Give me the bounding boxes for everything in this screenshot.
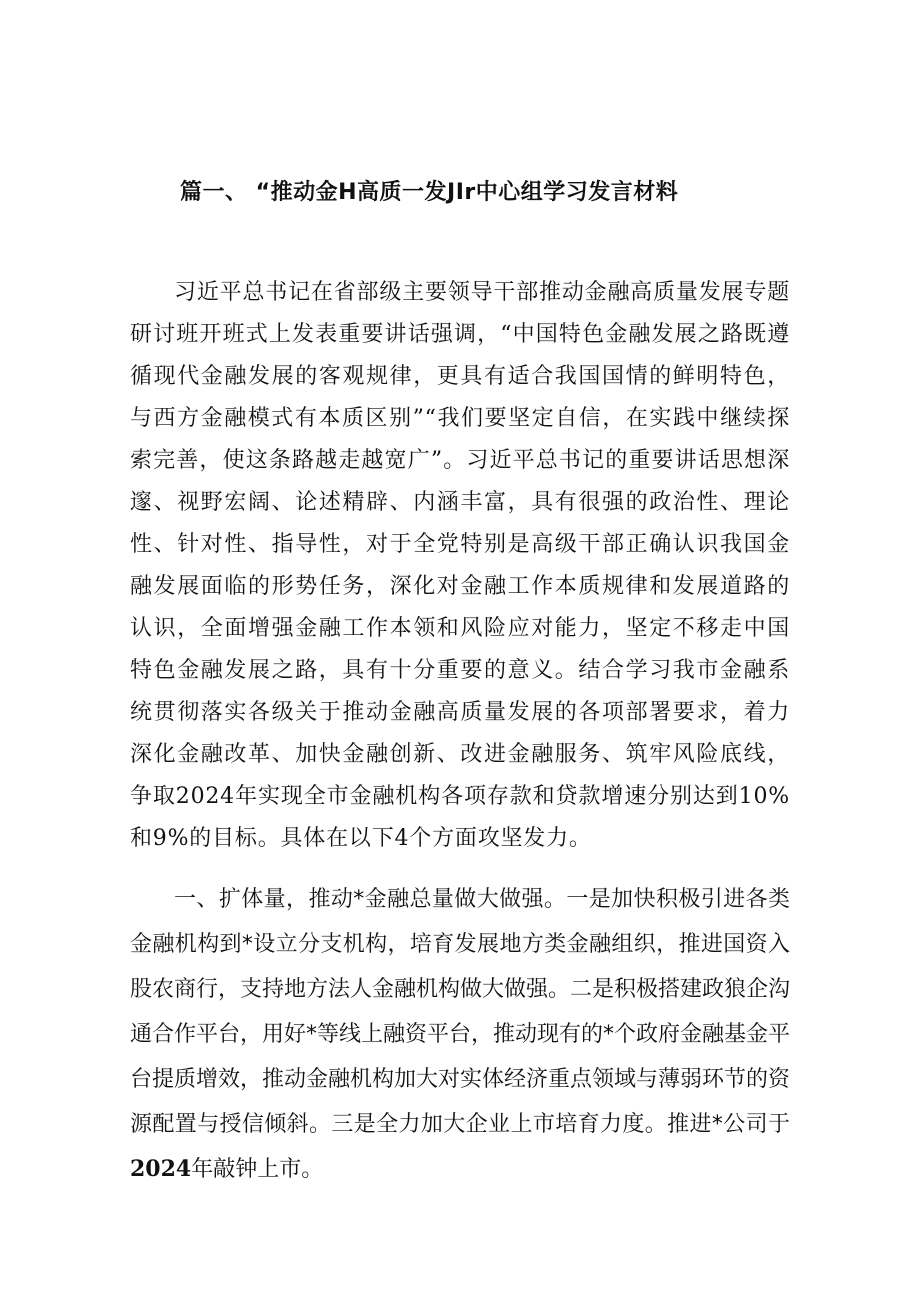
paragraph-section-one-year: 2024 — [130, 1156, 192, 1182]
paragraph-intro: 习近平总书记在省部级主要领导干部推动金融高质量发展专题研讨班开班式上发表重要讲话强调，“中国特色金融发展之路既遵循现代金融发展的客观规律，更具有适合我国国情的鲜明特色，与西方金融模式有本质区别”“我们要坚定自信，在实践中继续探索完善，使这条路越走越宽广”。习近平总书记的重要讲话思想深邃、视野宏阔、论述精辟、内涵丰富，具有很强的政治性、理论性、针对性、指导性，对于全党特别是高级干部正确认识我国金融发展面临的形势任务，深化对金融工作本质规律和发展道路的认识，全面增强金融工作本领和风险应对能力，坚定不移走中国特色金融发展之路，具有十分重要的意义。结合学习我市金融系统贯彻落实各级关于推动金融高质量发展的各项部署要求，着力深化金融改革、加快金融创新、改进金融服务、筑牢风险底线，争取2024年实现全市金融机构各项存款和贷款增速分别达到10%和9%的目标。具体在以下4个方面攻坚发力。 — [130, 280, 790, 851]
document-title: 篇一、 “推动金H高质一发JIr中心组学习发言材料 — [180, 180, 679, 205]
paragraph-section-one-text: 一、扩体量，推动*金融总量做大做强。一是加快积极引进各类金融机构到*设立分支机构，培育发展地方类金融组织，推进国资入股农商行，支持地方法人金融机构做大做强。二是积极搭建政狼企沟通合作平台，用好*等线上融资平台，推动现有的*个政府金融基金平台提质增效，推动金融机构加大对实体经济重点领域与薄弱环节的资源配置与授信倾斜。三是全力加大企业上市培育力度。推进*公司于 — [130, 887, 791, 1137]
paragraph-section-one-end: 年敲钟上市。 — [191, 1157, 324, 1182]
paragraph-section-one — [130, 877, 790, 1192]
